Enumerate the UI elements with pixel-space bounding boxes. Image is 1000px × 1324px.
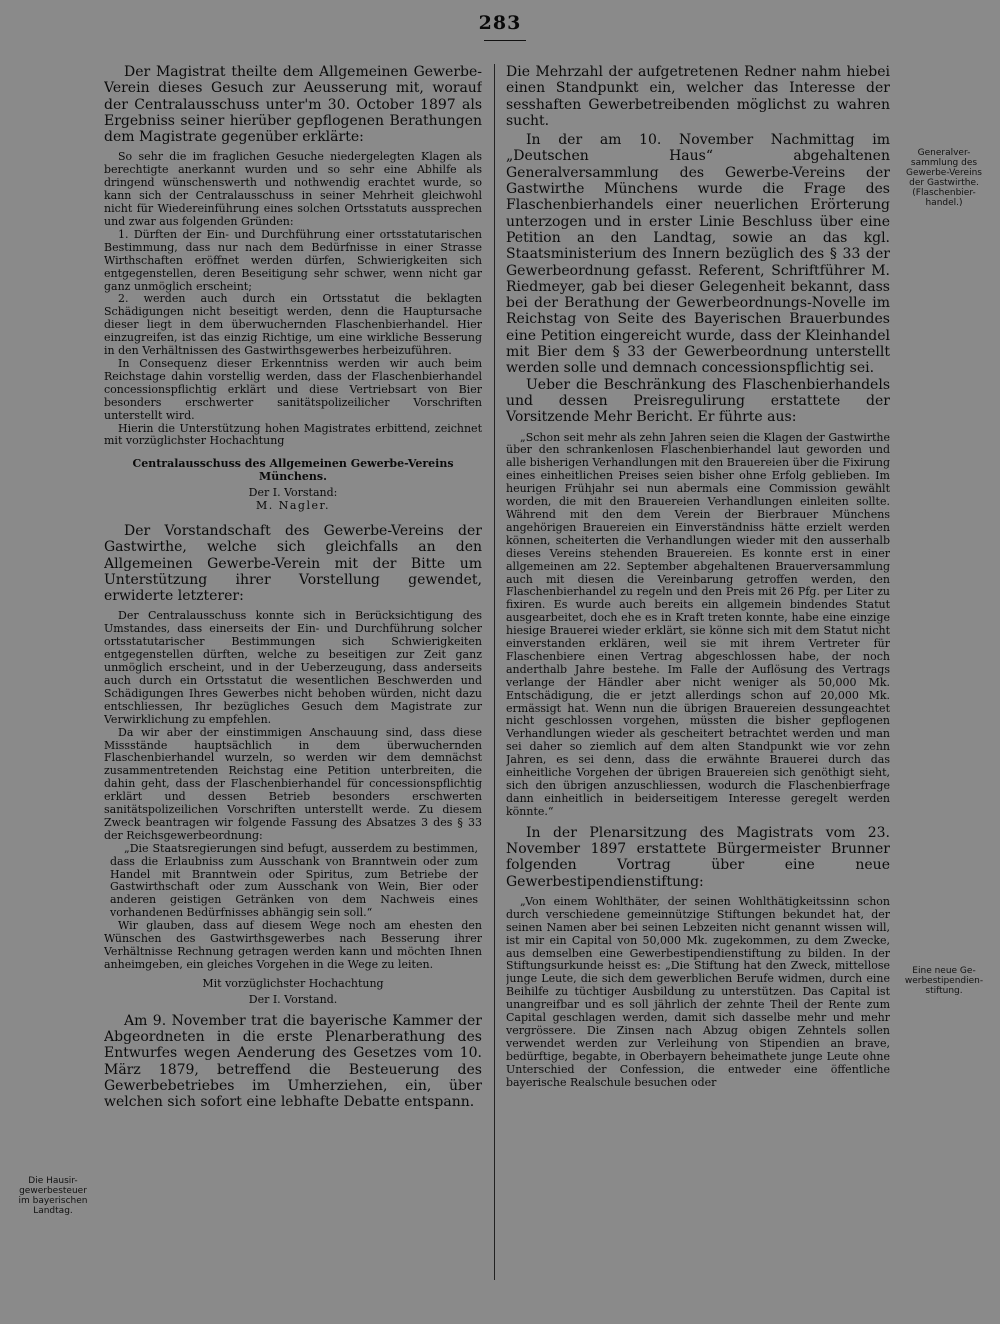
margin-note-generalversammlung: Generalver- sammlung des Gewerbe-Vereins der Gastwirthe. (Flaschenbier- handel.): [905, 148, 982, 208]
right-paragraph-1: Die Mehrzahl der aufgetretenen Redner nahm hiebei einen Standpunkt ein, welcher das Interesse der sesshaften Gewerbetreibenden möglichst zu wahren sucht.: [506, 64, 890, 129]
left-paragraph-9: Da wir aber der einstimmigen Anschauung sind, dass diese Missstände hauptsächlich in dem überwuchernden Flaschenbierhandel wurzeln, so werden wir dem demnächst zusammentretenden Reichstag eine Petition unterbreiten, die dahin geht, dass der Flaschenbierhandel für concessionspflichtig erklärt und dessen Betrieb besonders erschwerten sanitätspolizeilichen Vorschriften unterstellt werde. Zu diesem Zweck beantragen wir folgende Fassung des Absatzes 3 des § 33 der Reichsgewerbeordnung:: [104, 725, 482, 842]
margin-note-hausir: Die Hausir- gewerbesteuer im bayerischen Landtag.: [18, 1176, 88, 1216]
left-column: [104, 64, 482, 1284]
left-paragraph-11: Wir glauben, dass auf diesem Wege noch am ehesten den Wünschen des Gastwirthsgewerbes nach Besserung ihrer Verhältnisse Rechnung getragen werden kann und möchten Ihnen anheimgeben, ein gleiches Vorgehen in die Wege zu leiten.: [104, 919, 482, 971]
right-paragraph-2: In der am 10. November Nachmittag im „Deutschen Haus“ abgehaltenen Generalversammlung des Gewerbe-Vereins der Gastwirthe Münchens wurde die Frage des Flaschenbierhandels einer neuerlichen Erörterung unterzogen und in erster Linie Beschluss über eine Petition an den Landtag, sowie an das kgl. Staatsministerium des Innern bezüglich des § 33 der Gewerbeordnung gefasst. Referent, Schriftführer M. Riedmeyer, gab bei dieser Gelegenheit bekannt, dass bei der Berathung der Gewerbeordnungs-Novelle im Reichstag von Seite des Bayerischen Brauerbundes eine Petition eingereicht wurde, dass der Kleinhandel mit Bier dem § 33 der Gewerbeordnung unterstellt werden solle und demnach concessionspflichtig sei.: [506, 132, 890, 377]
signature-name: M. Nagler.: [255, 499, 331, 513]
page-number-rule: [484, 40, 526, 41]
margin-note-stiftung: Eine neue Ge- werbestipendien- stiftung.: [904, 966, 984, 996]
signature-centralausschuss: Centralausschuss des Allgemeinen Gewerbe-Vereins Münchens.: [132, 457, 454, 484]
right-quote-stiftung: „Von einem Wohlthäter, der seinen Wohlthätigkeitssinn schon durch verschiedene gemeinnützige Stiftungen bekundet hat, der seinen Namen aber bei seinen Lebzeiten nicht genannt wissen will, ist mir ein Capital von 50,000 Mk. zugekommen, zu dem Zwecke, aus demselben eine Gewerbestipendienstiftung zu bilden. In der Stiftungsurkunde heisst es: „Die Stiftung hat den Zweck, mittellose junge Leute, die sich dem gewerblichen Berufe widmen, durch eine Beihilfe zu tüchtiger Ausbildung zu unterstützen. Das Capital ist unangreifbar und es soll jährlich der zehnte Theil der Rente zum Capital geschlagen werden, damit sich dasselbe mehr und mehr vergrössere. Die Zinsen nach Abzug obigen Zehntels sollen verwendet werden zur Verleihung von Stipendien an brave, bedürftige, begabte, in Oberbayern beheimathete junge Leute ohne Unterschied der Confession, die entweder eine öffentliche bayerische Realschule besuchen oder: [506, 894, 890, 1089]
signature-hochachtung: Mit vorzüglichster Hochachtung: [202, 976, 384, 990]
left-paragraph-4: 2. werden auch durch ein Ortsstatut die beklagten Schädigungen nicht beseitigt werden, denn die Hauptursache dieser liegt in dem überwuchernden Flaschenbierhandel. Hier einzugreifen, ist das einzig Richtige, um eine wirkliche Besserung in den Verhältnissen des Gastwirthsgewerbes herbeizuführen.: [104, 292, 482, 358]
left-paragraph-6: Hierin die Unterstützung hohen Magistrates erbittend, zeichnet mit vorzüglichster Hochachtung: [104, 421, 482, 448]
signature-vorstand-label: Der I. Vorstand:: [248, 486, 338, 500]
right-paragraph-3: Ueber die Beschränkung des Flaschenbierhandels und dessen Preisregulirung erstattete der Vorsitzende Mehr Bericht. Er führte aus:: [506, 376, 890, 426]
left-paragraph-1: Der Magistrat theilte dem Allgemeinen Gewerbe-Verein dieses Gesuch zur Aeusserung mit, worauf der Centralausschuss unter'm 30. October 1897 als Ergebniss seiner hierüber gepflogenen Berathungen dem Magistrate gegenüber erklärte:: [104, 64, 482, 146]
right-column: [506, 64, 890, 1284]
signature-vorstand-2: Der I. Vorstand.: [248, 992, 338, 1006]
right-paragraph-5: In der Plenarsitzung des Magistrats vom 23. November 1897 erstattete Bürgermeister Brunner folgenden Vortrag über eine neue Gewerbestipendienstiftung:: [506, 824, 890, 890]
left-paragraph-5: In Consequenz dieser Erkenntniss werden wir auch beim Reichstage dahin vorstellig werden, dass der Flaschenbierhandel concessionspflichtig erklärt und diese Vertriebsart von Bier besonders erschwerter sanitätspolizeilicher Vorschriften unterstellt wird.: [104, 356, 482, 422]
column-divider: [494, 64, 495, 1280]
left-paragraph-3: 1. Dürften der Ein- und Durchführung einer ortsstatutarischen Bestimmung, dass nur nach dem Bedürfnisse in einer Strasse Wirthschaften eröffnet werden dürfen, Schwierigkeiten sich entgegenstellen, deren Beseitigung sehr schwer, wenn nicht gar ganz unmöglich erscheint;: [104, 227, 482, 293]
right-quote-mehr: „Schon seit mehr als zehn Jahren seien die Klagen der Gastwirthe über den schrankenlosen Flaschenbierhandel laut geworden und alle bisherigen Verhandlungen mit den Brauereien über die Fixirung eines einheitlichen Preises seien bisher ohne Erfolg geblieben. Im heurigen Frühjahr sei nun abermals eine Commission gewählt worden, die mit den Brauereien Verhandlungen einleiten sollte. Während mit den dem Verein der Bierbrauer Münchens angehörigen Brauereien ein Einverständniss hätte erzielt werden können, scheiterten die Verhandlungen wieder mit den ausserhalb dieses Vereins stehenden Brauereien. Es konnte erst in einer allgemeinen am 22. September abgehaltenen Brauerversammlung auch mit diesen die Vereinbarung getroffen werden, den Flaschenbierhandel zu regeln und den Preis mit 26 Pfg. per Liter zu fixiren. Es wurde auch bereits ein allgemein bindendes Statut ausgearbeitet, doch ehe es in Kraft treten konnte, habe eine einzige hiesige Brauerei wieder erklärt, sie könne sich mit dem Statut nicht einverstanden erklären, weil sie mit ihrem Vertreter für Flaschenbiere einen Vertrag abgeschlossen habe, der noch anderthalb Jahre bestehe. Im Falle der Auflösung des Vertrags verlange der Händler aber nicht weniger als 50,000 Mk. Entschädigung, die er jetzt allerdings schon auf 20,000 Mk. ermässigt hat. Wenn nun die übrigen Brauereien dessungeachtet nicht geschlossen vorgehen, müssten die bisher gepflogenen Verhandlungen wieder als gescheitert betrachtet werden und man sei daher so ziemlich auf dem alten Standpunkt wie vor zehn Jahren, es sei denn, dass die erwähnte Brauerei durch das einheitliche Vorgehen der übrigen Brauereien sich genöthigt sieht, sich den übrigen anzuschliessen, wodurch die Flaschenbierfrage dann einheitlich in beiderseitigem Interesse geregelt werden könnte.“: [506, 430, 890, 818]
left-paragraph-8: Der Centralausschuss konnte sich in Berücksichtigung des Umstandes, dass einerseits der Ein- und Durchführung solcher ortsstatutarischer Bestimmungen sich Schwierigkeiten entgegenstellen dürften, welche zu beseitigen zur Zeit ganz unmöglich erscheint, und in der Ueberzeugung, dass anderseits auch durch ein Ortsstatut die wesentlichen Beschwerden und Schädigungen Ihres Gewerbes nicht behoben würden, nicht dazu entschliessen, Ihr bezügliches Gesuch dem Magistrate zur Verwirklichung zu empfehlen.: [104, 609, 482, 726]
left-paragraph-2: So sehr die im fraglichen Gesuche niedergelegten Klagen als berechtigte anerkannt wurden und so sehr eine Abhilfe als dringend wünschenswerth und nothwendig erachtet wurde, so kann sich der Centralausschuss in seiner Mehrheit gleichwohl nicht für Wiedereinführung eines solchen Ortsstatuts aussprechen und zwar aus folgenden Gründen:: [104, 150, 482, 229]
page-number: 283: [478, 12, 522, 34]
left-paragraph-12: Am 9. November trat die bayerische Kammer der Abgeordneten in die erste Plenarberathung des Entwurfes wegen Aenderung des Gesetzes vom 10. März 1879, betreffend die Besteuerung des Gewerbebetriebes im Umherziehen, ein, über welchen sich sofort eine lebhafte Debatte entspann.: [104, 1012, 482, 1111]
left-paragraph-7: Der Vorstandschaft des Gewerbe-Vereins der Gastwirthe, welche sich gleichfalls an den Allgemeinen Gewerbe-Verein mit der Bitte um Unterstützung ihrer Vorstellung gewendet, erwiderte letzterer:: [104, 522, 482, 605]
left-quote-paragraph: „Die Staatsregierungen sind befugt, ausserdem zu bestimmen, dass die Erlaubniss zum Ausschank von Branntwein oder zum Handel mit Branntwein oder Spiritus, zum Betriebe der Gastwirthschaft oder zum Ausschank von Wein, Bier oder anderen geistigen Getränken von dem Nachweis eines vorhandenen Bedürfnisses abhängig sein soll.“: [110, 841, 478, 920]
